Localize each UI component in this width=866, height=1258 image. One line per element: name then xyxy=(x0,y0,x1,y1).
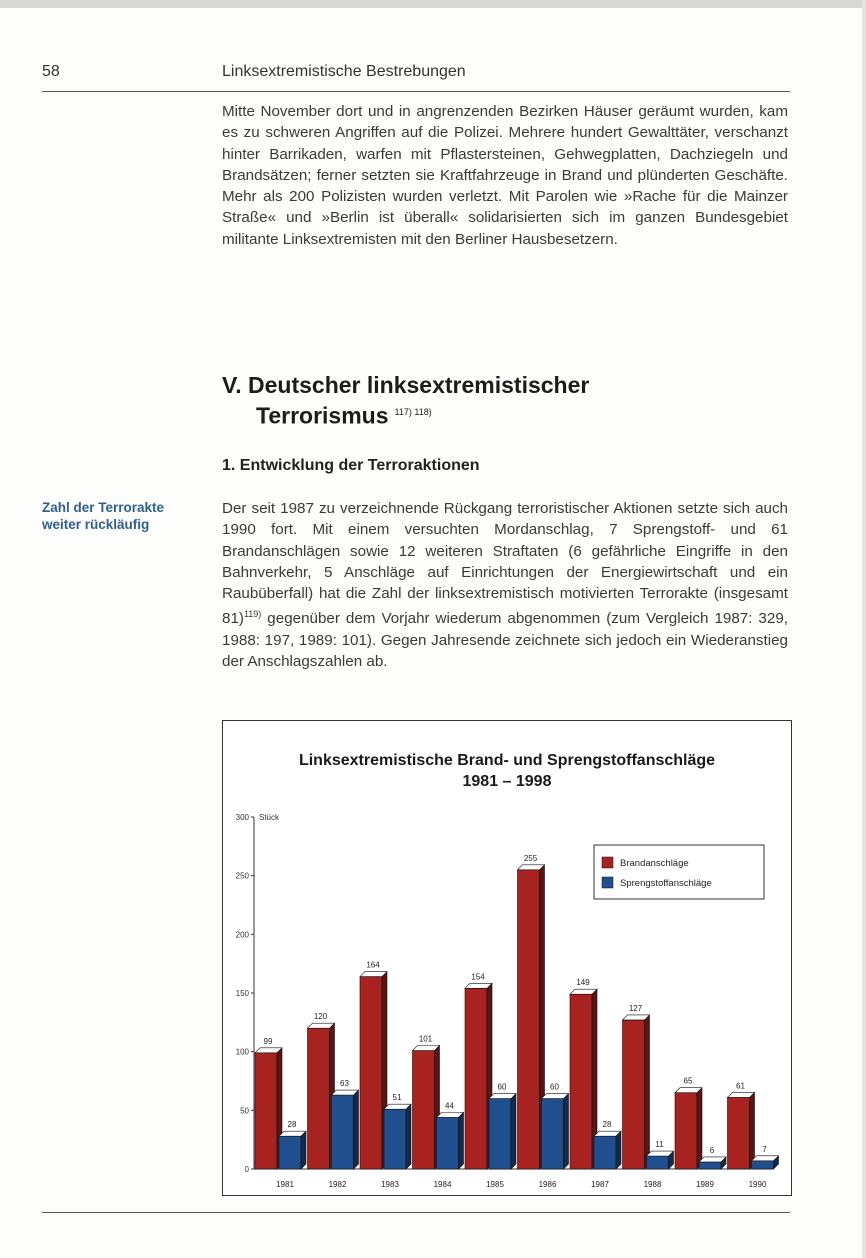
bar-1985-spreng-top xyxy=(489,1094,516,1099)
bar-1985-brand xyxy=(465,988,487,1169)
bar-1982-brand xyxy=(308,1028,330,1169)
bar-1981-spreng-side xyxy=(301,1131,306,1169)
bar-1986-brand xyxy=(518,870,540,1169)
x-tick-label: 1984 xyxy=(433,1180,452,1189)
page-number: 58 xyxy=(42,63,60,80)
section-title xyxy=(222,372,589,430)
bar-1981-brand xyxy=(255,1053,277,1169)
scan-top-edge xyxy=(0,0,866,8)
y-tick-label: 250 xyxy=(235,871,249,881)
bar-1990-brand-side xyxy=(750,1092,755,1169)
scan-right-edge xyxy=(862,0,866,1258)
x-tick-label: 1987 xyxy=(591,1180,609,1189)
bar-1986-spreng-top xyxy=(542,1094,569,1099)
bar-1985-spreng-value-label: 60 xyxy=(497,1082,507,1092)
bar-1987-brand-value-label: 149 xyxy=(576,978,590,988)
bar-1982-spreng-side xyxy=(354,1090,359,1169)
bar-1982-spreng-value-label: 63 xyxy=(340,1079,349,1089)
bar-1990-brand-value-label: 61 xyxy=(736,1081,745,1091)
bar-1988-spreng-value-label: 11 xyxy=(655,1140,664,1150)
bar-1984-brand xyxy=(413,1050,435,1169)
bar-1981-spreng xyxy=(279,1136,301,1169)
intro-paragraph: Mitte November dort und in angrenzenden Bezirken Häuser geräumt wurden, kam es zu schweren Angriffen auf die Polizei. Mehrere hundert Gewalttäter, verschanzt hinter Barrikaden, warfen mit Pflastersteinen, Gehwegplatten, Dachziegeln und Brandsätzen; ferner setzten sie Kraftfahrzeuge in Brand und plünderten Geschäfte. Mehr als 200 Polizisten wurden verletzt. Mit Parolen wie »Rache für die Mainzer Straße« und »Berlin ist überall« solidarisierten sich im ganzen Bundesgebiet militante Linksextremisten mit den Berliner Hausbesetzern. xyxy=(222,103,788,248)
bar-1988-brand-value-label: 127 xyxy=(628,1003,643,1013)
bar-1982-spreng xyxy=(332,1095,354,1169)
bar-1982-brand-top xyxy=(308,1023,335,1028)
legend-label: Brandanschläge xyxy=(620,858,689,869)
bar-1989-spreng-top xyxy=(699,1157,726,1162)
bar-1984-brand-top xyxy=(413,1045,440,1050)
running-title: Linksextremistische Bestrebungen xyxy=(222,63,466,80)
bar-1984-spreng-top xyxy=(437,1112,464,1117)
x-tick-label: 1989 xyxy=(696,1180,714,1189)
bar-1985-spreng xyxy=(489,1099,511,1169)
bar-1985-spreng-side xyxy=(511,1094,516,1169)
chart-title-line2: 1981 – 1998 xyxy=(462,773,552,790)
bar-1986-brand-value-label: 255 xyxy=(523,853,538,863)
bar-1981-brand-value-label: 99 xyxy=(263,1036,273,1046)
y-tick-label: 200 xyxy=(235,930,249,940)
bar-1981-brand-top xyxy=(255,1048,282,1053)
bar-1984-brand-value-label: 101 xyxy=(418,1034,433,1044)
bar-1987-spreng-value-label: 28 xyxy=(602,1120,612,1130)
x-tick-label: 1990 xyxy=(748,1180,767,1189)
bar-1984-spreng-side xyxy=(459,1112,464,1169)
bar-1990-spreng-top xyxy=(752,1156,779,1161)
body-footnote-ref: 119) xyxy=(243,609,262,620)
bar-1987-brand-top xyxy=(570,989,597,994)
x-tick-label: 1985 xyxy=(486,1180,504,1189)
bar-1988-spreng-top xyxy=(647,1151,674,1156)
bar-1983-spreng-top xyxy=(384,1104,411,1109)
bar-1983-brand xyxy=(360,977,382,1169)
body-paragraph-part2: gegenüber dem Vorjahr wiederum abgenommen (zum Vergleich 1987: 329, 1988: 197, 1989: 101). Gegen Jahresende zeichnete sich jedoch ein Wiederanstieg der Anschlagszahlen ab. xyxy=(222,610,788,671)
subsection-title: 1. Entwicklung der Terroraktionen xyxy=(222,457,480,474)
x-tick-label: 1982 xyxy=(328,1180,347,1189)
legend-box xyxy=(594,845,764,899)
bar-1983-spreng-side xyxy=(406,1104,411,1169)
bar-1989-spreng xyxy=(699,1162,721,1169)
bar-1985-brand-value-label: 154 xyxy=(471,972,485,982)
y-axis-unit-label: Stück xyxy=(259,813,280,822)
bar-1988-brand xyxy=(623,1020,645,1169)
bar-1983-brand-top xyxy=(360,972,387,977)
bar-1981-spreng-value-label: 28 xyxy=(287,1120,297,1130)
bar-1990-brand-top xyxy=(728,1092,755,1097)
section-title-line2: Terrorismus xyxy=(256,402,389,429)
chart-legend xyxy=(594,845,764,899)
margin-note: Zahl der Terrorakte weiter rückläufig xyxy=(42,500,165,532)
bar-1985-brand-top xyxy=(465,983,492,988)
bar-1989-brand-value-label: 65 xyxy=(683,1076,693,1086)
chart-title-line1: Linksextremistische Brand- und Sprengstoffanschläge xyxy=(298,752,716,769)
y-tick-label: 0 xyxy=(244,1165,249,1174)
bar-1983-brand-value-label: 164 xyxy=(366,960,380,970)
bar-1989-brand-side xyxy=(697,1088,702,1169)
legend-swatch xyxy=(602,877,613,888)
bar-1986-spreng-side xyxy=(564,1094,569,1169)
body-paragraph-part1: Der seit 1987 zu verzeichnende Rückgang terroristischer Aktionen setzte sich auch 1990 fort. Mit einem versuchten Mordanschlag, 7 Sprengstoff- und 61 Brandanschlägen sowie 12 weiteren Straftaten (6 gefährliche Eingriffe in den Bahnverkehr, 5 Anschläge auf Einrichtungen der Energiewirtschaft und ein Raubüberfall) hat die Zahl der linksextremistisch motivierten Terrorakte (insgesamt 81) xyxy=(222,500,788,628)
bar-1988-brand-side xyxy=(645,1015,650,1169)
section-title-line1: V. Deutscher linksextremistischer xyxy=(222,372,590,398)
chart-bars xyxy=(255,854,779,1169)
bar-1988-brand-top xyxy=(623,1015,650,1020)
bar-1981-spreng-top xyxy=(279,1131,306,1136)
bar-1986-spreng xyxy=(542,1099,564,1169)
legend-label: Sprengstoffanschläge xyxy=(620,878,712,889)
chart-frame xyxy=(222,720,792,1196)
bar-1990-spreng-value-label: 7 xyxy=(762,1144,767,1154)
footer-rule xyxy=(42,1212,790,1213)
bar-1984-spreng xyxy=(437,1117,459,1169)
bar-1987-spreng xyxy=(594,1136,616,1169)
y-tick-label: 100 xyxy=(235,1047,249,1057)
section-footnote-refs: 117) 118) xyxy=(394,407,432,417)
x-tick-label: 1983 xyxy=(381,1180,399,1189)
bar-1987-spreng-side xyxy=(616,1131,621,1169)
bar-1987-spreng-top xyxy=(594,1131,621,1136)
bar-1986-brand-top xyxy=(518,865,545,870)
bar-1987-brand xyxy=(570,994,592,1169)
bar-1989-brand-top xyxy=(675,1088,702,1093)
bar-1983-spreng xyxy=(384,1109,406,1169)
bar-1990-spreng xyxy=(752,1161,774,1169)
bar-1989-spreng-value-label: 6 xyxy=(709,1145,715,1155)
y-tick-label: 300 xyxy=(235,813,249,822)
body-paragraph xyxy=(222,498,788,672)
x-tick-label: 1986 xyxy=(538,1180,557,1189)
x-tick-label: 1988 xyxy=(643,1180,662,1189)
bar-1990-brand xyxy=(728,1097,750,1169)
bar-1984-spreng-value-label: 44 xyxy=(445,1101,454,1111)
bar-chart xyxy=(223,721,791,1195)
y-tick-label: 150 xyxy=(235,989,249,998)
section-title-line2-wrap xyxy=(222,399,589,430)
bar-1988-spreng xyxy=(647,1156,669,1169)
bar-1982-spreng-top xyxy=(332,1090,359,1095)
bar-1986-spreng-value-label: 60 xyxy=(550,1082,559,1092)
x-tick-label: 1981 xyxy=(276,1180,294,1189)
legend-swatch xyxy=(602,857,613,868)
bar-1983-spreng-value-label: 51 xyxy=(392,1093,402,1103)
y-tick-label: 50 xyxy=(240,1106,249,1116)
bar-1989-brand xyxy=(675,1093,697,1169)
header-rule xyxy=(42,91,790,92)
bar-1982-brand-value-label: 120 xyxy=(313,1012,328,1022)
